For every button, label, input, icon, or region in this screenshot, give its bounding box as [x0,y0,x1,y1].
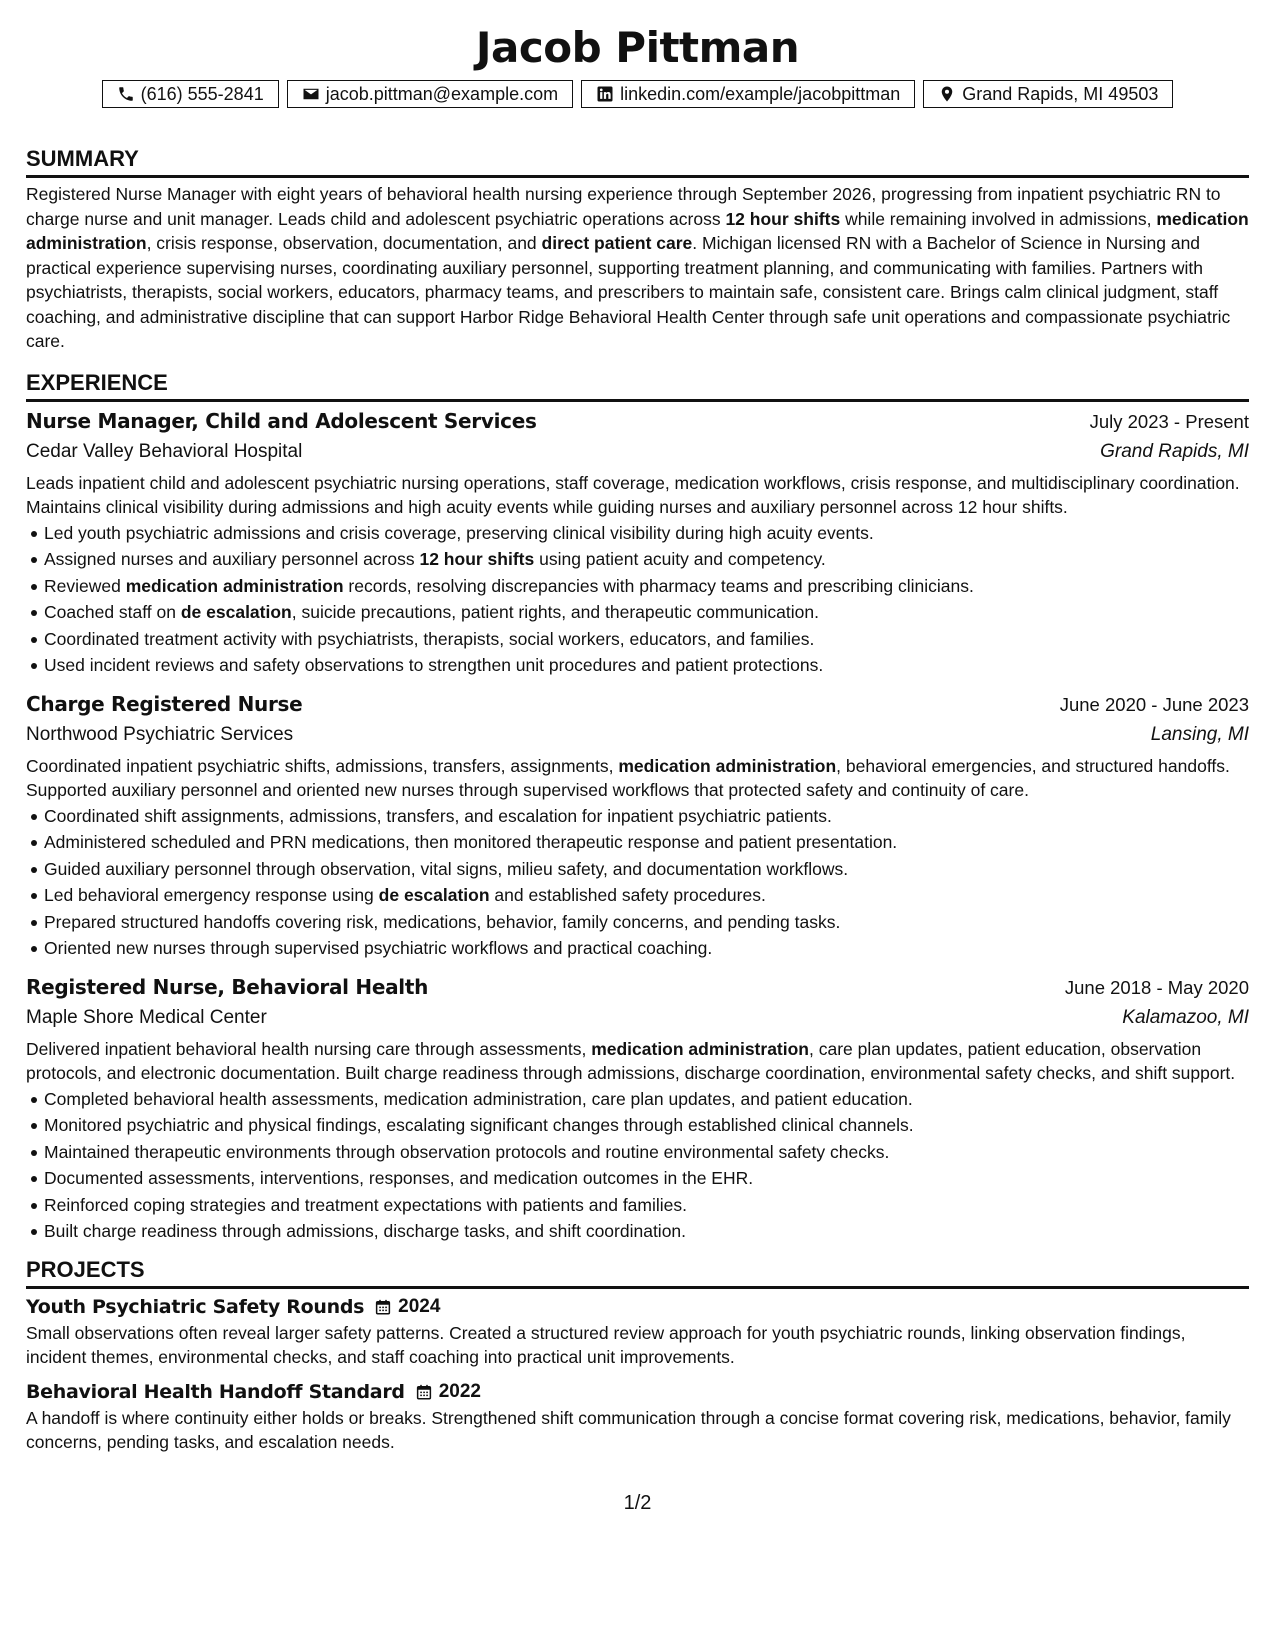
job-title: Charge Registered Nurse [26,691,303,716]
project-title: Youth Psychiatric Safety Rounds [26,1295,365,1318]
text-segment: Completed behavioral health assessments, medication administration, care plan updates, and patient education. [44,1088,913,1109]
list-item [44,520,1249,547]
text-segment: Leads inpatient child and adolescent psychiatric nursing operations, staff coverage, medication workflows, crisis response, and multidisciplinary coordination. Maintains clinical visibility during admissions and high acuity events while guiding nurses and auxiliary personnel across 12 hour shifts. [26,472,1240,517]
text-segment: Monitored psychiatric and physical findings, escalating significant changes through established clinical channels. [44,1115,914,1135]
job-bullets [26,520,1249,679]
contact-location-text: Grand Rapids, MI 49503 [962,83,1159,104]
envelope-icon [302,85,320,103]
candidate-name: Jacob Pittman [475,23,800,72]
phone-icon [117,85,135,103]
text-segment: using patient acuity and competency. [534,549,826,569]
project-title: Behavioral Health Handoff Standard [26,1380,405,1403]
job-company: Northwood Psychiatric Services [26,723,294,745]
contact-bar [26,80,1249,108]
text-segment: Reviewed [44,575,126,596]
job-header [26,972,1249,1003]
bold-keyword: medication administration [26,208,1249,253]
bold-keyword: medication administration [591,1038,809,1059]
job-dates: July 2023 - Present [1089,410,1249,432]
contact-linkedin[interactable] [581,80,915,108]
job-dates: June 2020 - June 2023 [1059,693,1249,715]
text-segment: Coordinated treatment activity with psychiatrists, therapists, social workers, educators, and families. [44,628,815,649]
job-subheader [26,720,1249,750]
resume-page [26,22,1249,1455]
list-item [44,829,1249,856]
projects-list [26,1293,1249,1455]
job-entry [26,689,1249,962]
project-description: Small observations often reveal larger safety patterns. Created a structured review approach for youth psychiatric rounds, linking observation findings, incident themes, environmental checks, and staff coaching into practical unit improvements. [26,1322,1186,1367]
job-title: Nurse Manager, Child and Adolescent Services [26,408,537,433]
list-item [44,1165,1249,1192]
list-item [44,1086,1249,1113]
job-location: Kalamazoo, MI [1122,1006,1249,1028]
contact-email[interactable] [287,80,573,108]
text-segment: Registered Nurse Manager with eight years of behavioral health nursing experience through September 2026, progressing from inpatient psychiatric RN to charge nurse and unit manager. Leads child and adolescent psychiatric operations across [26,184,1221,229]
list-item [44,546,1249,573]
text-segment: Administered scheduled and PRN medications, then monitored therapeutic response and patient presentation. [44,832,898,852]
text-segment: Oriented new nurses through supervised psychiatric workflows and practical coaching. [44,938,713,958]
list-item [44,626,1249,653]
job-entry [26,972,1249,1245]
text-segment: and established safety procedures. [489,885,766,905]
summary-text [26,182,1249,354]
bold-keyword: direct patient care [541,233,693,253]
linkedin-icon [596,85,614,103]
list-item [44,573,1249,600]
project-entry [26,1293,1249,1370]
map-pin-icon [938,85,956,103]
text-segment: Prepared structured handoffs covering risk, medications, behavior, family concerns, and pending tasks. [44,911,841,932]
text-segment: Coached staff on [44,602,181,622]
job-location: Lansing, MI [1150,723,1249,745]
project-year [415,1381,481,1403]
text-segment: while remaining involved in admissions, [840,208,1157,229]
job-dates: June 2018 - May 2020 [1064,976,1249,998]
text-segment: Documented assessments, interventions, responses, and medication outcomes in the EHR. [44,1168,754,1188]
project-year [374,1296,440,1318]
contact-phone[interactable] [102,80,279,108]
job-company: Cedar Valley Behavioral Hospital [26,440,303,462]
job-summary [26,1037,1249,1086]
text-segment: Assigned nurses and auxiliary personnel across [44,549,420,569]
text-segment: . Michigan licensed RN with a Bachelor of Science in Nursing and practical experience supervising nurses, coordinating auxiliary personnel, supporting treatment planning, and communicating with families. Partners with psychiatrists, therapists, social workers, educators, pharmacy teams, and prescribers to maintain safe, consistent care. Brings calm clinical judgment, staff coaching, and administrative discipline that can support Harbor Ridge Behavioral Health Center through safe unit operations and compassionate psychiatric care. [26,233,1231,351]
text-segment: Guided auxiliary personnel through observation, vital signs, milieu safety, and documentation workflows. [44,858,849,879]
text-segment: Reinforced coping strategies and treatment expectations with patients and families. [44,1194,687,1215]
list-item [44,1112,1249,1139]
job-company: Maple Shore Medical Center [26,1006,267,1028]
contact-location [923,80,1173,108]
text-segment: Coordinated inpatient psychiatric shifts, admissions, transfers, assignments, [26,755,619,776]
job-title: Registered Nurse, Behavioral Health [26,974,429,999]
project-header [26,1293,1249,1321]
section-title-experience: EXPERIENCE [26,368,1249,402]
text-segment: Built charge readiness through admissions, discharge tasks, and shift coordination. [44,1221,687,1241]
bold-keyword: 12 hour shifts [725,208,841,229]
text-segment: , care plan updates, patient education, observation protocols, and electronic documentation. Built charge readiness through admissions, discharge coordination, environmental safety checks, and shift support. [26,1038,1236,1083]
job-bullets [26,803,1249,962]
calendar-icon [415,1383,433,1401]
contact-phone-text: (616) 555-2841 [140,83,264,104]
bold-keyword: de escalation [180,602,292,622]
job-bullets [26,1086,1249,1245]
experience-section [26,368,1249,1245]
project-header [26,1378,1249,1406]
jobs-list [26,406,1249,1245]
text-segment: Coordinated shift assignments, admissions, transfers, and escalation for inpatient psychiatric patients. [44,805,832,826]
bold-keyword: de escalation [378,885,490,905]
text-segment: Led youth psychiatric admissions and crisis coverage, preserving clinical visibility during high acuity events. [44,522,874,543]
list-item [44,803,1249,830]
text-segment: Maintained therapeutic environments through observation protocols and routine environmental safety checks. [44,1141,890,1162]
list-item [44,935,1249,962]
project-year-text: 2022 [438,1380,481,1402]
text-segment: Delivered inpatient behavioral health nursing care through assessments, [26,1038,592,1059]
contact-email-text: jacob.pittman@example.com [325,83,559,104]
summary-section [26,144,1249,354]
text-segment: Led behavioral emergency response using [44,885,379,905]
list-item [44,1192,1249,1219]
text-segment: records, resolving discrepancies with pharmacy teams and prescribing clinicians. [343,575,974,596]
job-header [26,689,1249,720]
section-title-summary: SUMMARY [26,144,1249,178]
job-subheader [26,437,1249,467]
project-description: A handoff is where continuity either holds or breaks. Strengthened shift communication through a concise format covering risk, medications, behavior, family concerns, pending tasks, and escalation needs. [26,1407,1231,1452]
bold-keyword: medication administration [125,575,344,596]
section-title-projects: PROJECTS [26,1255,1249,1289]
job-summary [26,754,1249,803]
projects-section [26,1255,1249,1455]
job-summary [26,471,1249,520]
list-item [44,856,1249,883]
page-number: 1/2 [623,1492,652,1514]
job-subheader [26,1003,1249,1033]
project-entry [26,1378,1249,1455]
list-item [44,1218,1249,1245]
calendar-icon [374,1298,392,1316]
project-year-text: 2024 [398,1295,441,1317]
list-item [44,1139,1249,1166]
text-segment: , crisis response, observation, documentation, and [146,233,542,253]
list-item [44,882,1249,909]
job-header [26,406,1249,437]
bold-keyword: medication administration [618,755,837,776]
list-item [44,652,1249,679]
job-location: Grand Rapids, MI [1100,440,1249,462]
list-item [44,909,1249,936]
list-item [44,599,1249,626]
text-segment: Used incident reviews and safety observations to strengthen unit procedures and patient protections. [44,655,824,675]
text-segment: , suicide precautions, patient rights, and therapeutic communication. [291,602,819,622]
job-entry [26,406,1249,679]
bold-keyword: 12 hour shifts [419,549,535,569]
text-segment: , behavioral emergencies, and structured handoffs. Supported auxiliary personnel and oriented new nurses through supervised workflows that protected safety and continuity of care. [26,755,1230,800]
contact-linkedin-text: linkedin.com/example/jacobpittman [620,83,901,104]
